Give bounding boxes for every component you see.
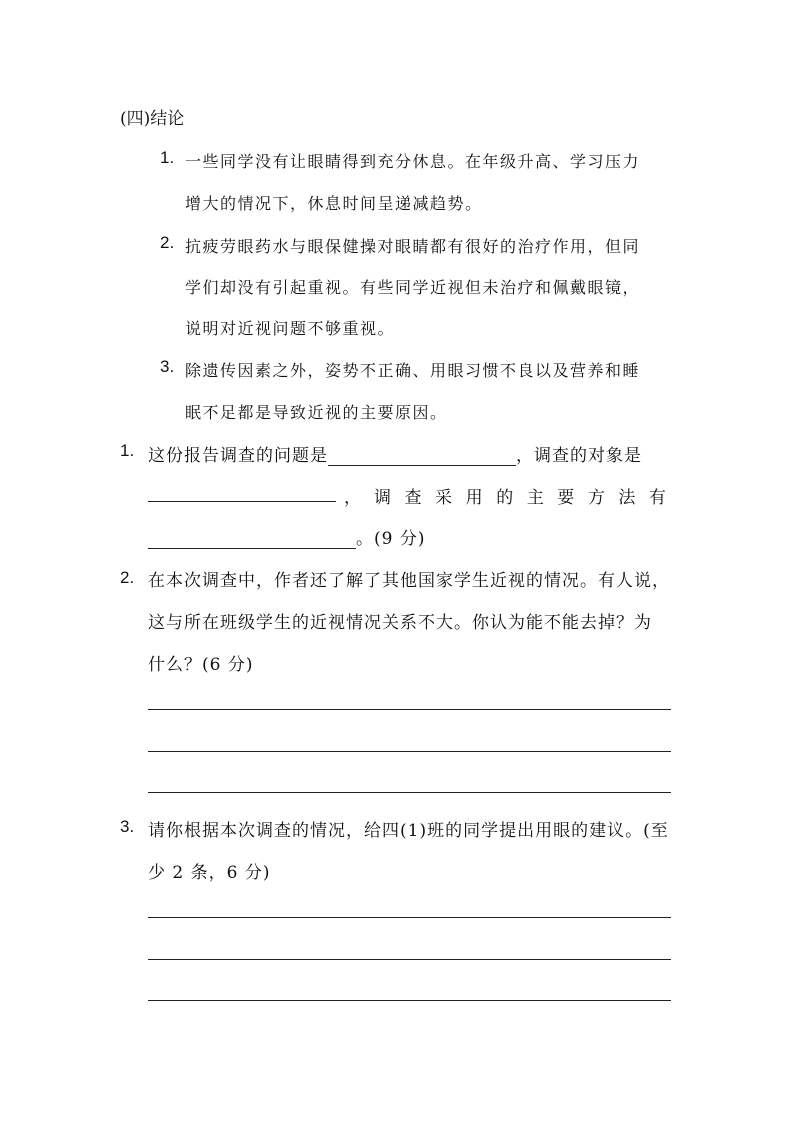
conclusion-heading: (四)结论	[120, 109, 185, 129]
conclusion-item-1-line1: 一些同学没有让眼睛得到充分休息。在年级升高、学习压力	[185, 152, 641, 171]
question-1-prompt-char: 用	[465, 488, 483, 508]
question-3-answer-line-2[interactable]	[148, 959, 671, 960]
question-3-number: 3.	[120, 817, 135, 836]
question-1-blank-subject[interactable]	[148, 483, 336, 502]
question-1-prompt-char: 调	[374, 488, 391, 508]
question-1-prompt-char: 主	[526, 488, 544, 508]
question-1-prompt-b: ，调查的对象是	[516, 446, 642, 466]
question-1-prompt-a: 这份报告调查的问题是	[148, 446, 328, 466]
question-3-answer-line-1[interactable]	[148, 917, 671, 918]
question-1-score: 。(9 分)	[356, 529, 426, 549]
question-1-line1	[148, 441, 642, 466]
question-1-prompt-char: 的	[496, 488, 514, 508]
question-2-answer-line-1[interactable]	[148, 709, 671, 710]
question-1-number: 1.	[120, 441, 135, 460]
question-1-prompt-char: 采	[435, 488, 453, 508]
question-2-line1: 在本次调查中，作者还了解了其他国家学生近视的情况。有人说，	[148, 571, 670, 591]
conclusion-item-3-line2: 眠不足都是导致近视的主要原因。	[185, 403, 448, 422]
question-1-prompt-c	[374, 483, 666, 508]
conclusion-item-1-line2: 增大的情况下，休息时间呈递减趋势。	[185, 194, 483, 213]
question-1-prompt-char: 要	[557, 488, 575, 508]
question-2-number: 2.	[120, 568, 135, 587]
conclusion-item-2-line2: 学们却没有引起重视。有些同学近视但未治疗和佩戴眼镜，	[185, 278, 641, 297]
question-1-line2	[148, 483, 666, 508]
conclusion-item-1-number: 1.	[160, 148, 175, 167]
conclusion-item-3-line1: 除遗传因素之外，姿势不正确、用眼习惯不良以及营养和睡	[185, 361, 641, 380]
question-3-answer-line-3[interactable]	[148, 1000, 671, 1001]
question-1-line3	[148, 524, 425, 549]
conclusion-item-2-number: 2.	[160, 233, 175, 252]
question-1-prompt-char: 查	[404, 488, 422, 508]
question-2-line2: 这与所在班级学生的近视情况关系不大。你认为能不能去掉？为	[148, 613, 652, 633]
question-1-blank-problem[interactable]	[328, 447, 516, 466]
conclusion-item-3-number: 3.	[160, 357, 175, 376]
question-1-prompt-char: 法	[618, 488, 636, 508]
conclusion-item-2-line3: 说明对近视问题不够重视。	[185, 319, 396, 338]
question-1-blank-method[interactable]	[148, 530, 356, 549]
question-2-answer-line-2[interactable]	[148, 751, 671, 752]
question-3-line2: 少 2 条，6 分)	[148, 863, 271, 883]
question-3-line1: 请你根据本次调查的情况，给四(1)班的同学提出用眼的建议。(至	[148, 821, 669, 841]
question-2-line3: 什么？(6 分)	[148, 655, 254, 675]
question-1-prompt-char: 方	[587, 488, 605, 508]
question-1-comma: ，	[344, 488, 362, 508]
question-2-answer-line-3[interactable]	[148, 792, 671, 793]
question-1-prompt-char: 有	[648, 488, 666, 508]
conclusion-item-2-line1: 抗疲劳眼药水与眼保健操对眼睛都有很好的治疗作用，但同	[185, 237, 641, 256]
